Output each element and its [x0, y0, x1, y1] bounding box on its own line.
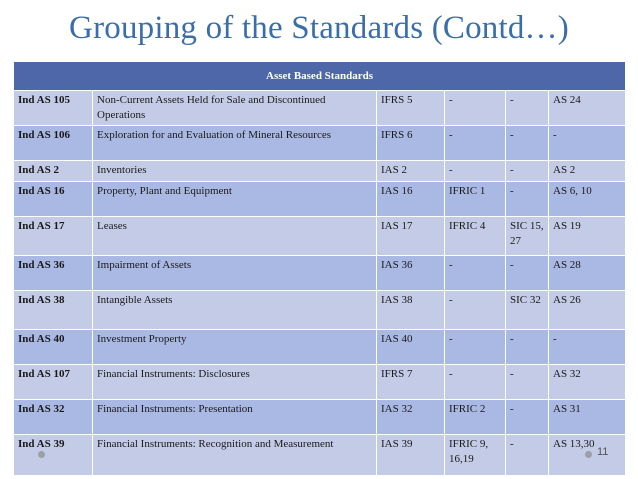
ind-as-cell: Ind AS 38 [14, 291, 93, 330]
as-cell: AS 19 [549, 217, 626, 256]
ifrs-ias-cell: IAS 2 [377, 161, 445, 182]
standard-name-cell: Exploration for and Evaluation of Mineral Resources [93, 126, 377, 161]
standard-name-cell: Impairment of Assets [93, 256, 377, 291]
ind-as-cell: Ind AS 40 [14, 330, 93, 365]
ind-as-cell: Ind AS 17 [14, 217, 93, 256]
standard-name-cell: Non-Current Assets Held for Sale and Discontinued Operations [93, 91, 377, 126]
sic-cell: - [506, 330, 549, 365]
slide-title: Grouping of the Standards (Contd…) [69, 10, 569, 46]
ind-as-cell: Ind AS 32 [14, 400, 93, 435]
sic-cell: - [506, 161, 549, 182]
footer-bullet-icon [585, 451, 592, 458]
ifric-cell: - [445, 291, 506, 330]
standard-name-cell: Leases [93, 217, 377, 256]
ifric-cell: IFRIC 9, 16,19 [445, 435, 506, 476]
standard-name-cell: Investment Property [93, 330, 377, 365]
ifrs-ias-cell: IAS 17 [377, 217, 445, 256]
sic-cell: SIC 32 [506, 291, 549, 330]
ifrs-ias-cell: IFRS 7 [377, 365, 445, 400]
table-row [14, 400, 626, 435]
ifrs-ias-cell: IAS 38 [377, 291, 445, 330]
ind-as-cell: Ind AS 107 [14, 365, 93, 400]
sic-cell: - [506, 400, 549, 435]
as-cell: - [549, 330, 626, 365]
as-cell: AS 24 [549, 91, 626, 126]
footer-bullet-icon [38, 451, 45, 458]
ind-as-cell: Ind AS 2 [14, 161, 93, 182]
standard-name-cell: Inventories [93, 161, 377, 182]
ifric-cell: - [445, 91, 506, 126]
standard-name-cell: Financial Instruments: Disclosures [93, 365, 377, 400]
as-cell: AS 26 [549, 291, 626, 330]
ifric-cell: IFRIC 2 [445, 400, 506, 435]
standard-name-cell: Financial Instruments: Recognition and Measurement [93, 435, 377, 476]
as-cell: AS 6, 10 [549, 182, 626, 217]
as-cell: AS 32 [549, 365, 626, 400]
ifric-cell: - [445, 365, 506, 400]
standard-name-cell: Intangible Assets [93, 291, 377, 330]
table-row [14, 126, 626, 161]
ifric-cell: - [445, 126, 506, 161]
as-cell: AS 31 [549, 400, 626, 435]
sic-cell: - [506, 435, 549, 476]
sic-cell: - [506, 365, 549, 400]
ifrs-ias-cell: IAS 16 [377, 182, 445, 217]
sic-cell: - [506, 91, 549, 126]
ifrs-ias-cell: IFRS 5 [377, 91, 445, 126]
as-cell: AS 13,30 [549, 435, 626, 476]
ifrs-ias-cell: IAS 39 [377, 435, 445, 476]
ind-as-cell: Ind AS 16 [14, 182, 93, 217]
table-header: Asset Based Standards [14, 62, 626, 91]
standards-table [13, 61, 626, 476]
table-row [14, 256, 626, 291]
ind-as-cell: Ind AS 106 [14, 126, 93, 161]
ifric-cell: IFRIC 1 [445, 182, 506, 217]
table-row [14, 435, 626, 476]
ifric-cell: IFRIC 4 [445, 217, 506, 256]
table-row [14, 91, 626, 126]
ifric-cell: - [445, 330, 506, 365]
ind-as-cell: Ind AS 39 [14, 435, 93, 476]
as-cell: AS 28 [549, 256, 626, 291]
ind-as-cell: Ind AS 105 [14, 91, 93, 126]
sic-cell: - [506, 182, 549, 217]
as-cell: - [549, 126, 626, 161]
sic-cell: - [506, 256, 549, 291]
ifric-cell: - [445, 256, 506, 291]
table-row [14, 182, 626, 217]
table-row [14, 365, 626, 400]
ifrs-ias-cell: IAS 36 [377, 256, 445, 291]
standard-name-cell: Financial Instruments: Presentation [93, 400, 377, 435]
ifrs-ias-cell: IAS 32 [377, 400, 445, 435]
standard-name-cell: Property, Plant and Equipment [93, 182, 377, 217]
table-row [14, 161, 626, 182]
table-row [14, 330, 626, 365]
sic-cell: SIC 15, 27 [506, 217, 549, 256]
sic-cell: - [506, 126, 549, 161]
ind-as-cell: Ind AS 36 [14, 256, 93, 291]
ifrs-ias-cell: IFRS 6 [377, 126, 445, 161]
page-number: 11 [597, 446, 609, 458]
as-cell: AS 2 [549, 161, 626, 182]
table-row [14, 217, 626, 256]
ifrs-ias-cell: IAS 40 [377, 330, 445, 365]
ifric-cell: - [445, 161, 506, 182]
table-row [14, 291, 626, 330]
